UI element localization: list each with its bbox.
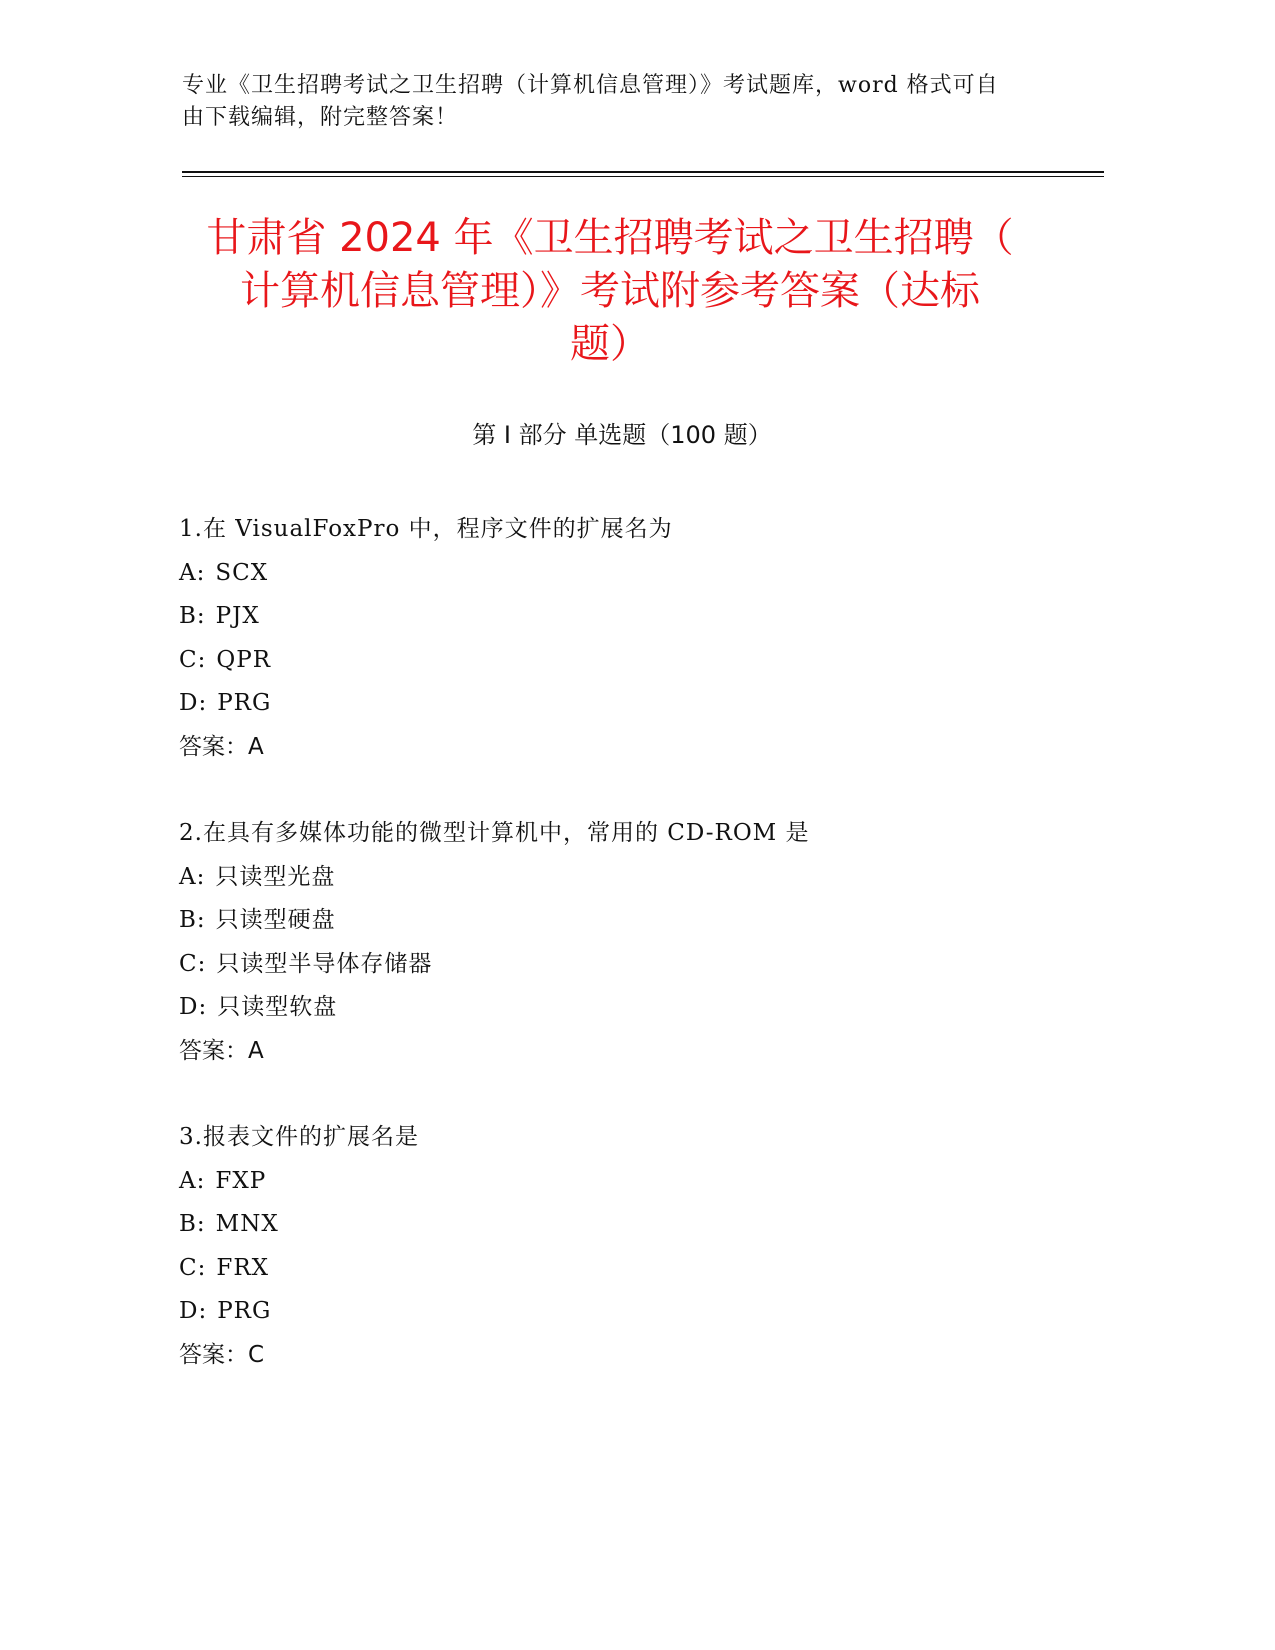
- question-2: [179, 812, 1079, 1073]
- answer-value: C: [248, 1341, 265, 1368]
- option-text: PJX: [215, 603, 260, 629]
- option-text: PRG: [217, 690, 272, 716]
- option-a: [179, 552, 1079, 596]
- option-b: [179, 1203, 1079, 1247]
- answer-value: A: [248, 1037, 264, 1064]
- question-stem: [179, 508, 1079, 552]
- option-letter: B:: [179, 1211, 206, 1237]
- header-note-line-2: 由下载编辑，附完整答案！: [182, 105, 459, 130]
- option-d: [179, 682, 1079, 726]
- question-number: 1.: [179, 516, 203, 542]
- header-rule-thick: [182, 171, 1104, 173]
- option-text: PRG: [217, 1298, 272, 1324]
- option-letter: D:: [179, 1298, 208, 1324]
- document-title-line-2: 计算机信息管理）》考试附参考答案（达标: [240, 268, 980, 314]
- document-title-line-3: 题）: [570, 321, 650, 367]
- option-d: [179, 986, 1079, 1030]
- option-text: 只读型半导体存储器: [216, 950, 433, 977]
- option-b: [179, 595, 1079, 639]
- option-d: [179, 1290, 1079, 1334]
- answer-line: [179, 1334, 1079, 1378]
- answer-label: 答案：: [179, 1037, 248, 1064]
- answer-label: 答案：: [179, 733, 248, 760]
- header-note: [182, 70, 1052, 134]
- option-letter: D:: [179, 994, 208, 1020]
- question-text: 在 VisualFoxPro 中，程序文件的扩展名为: [202, 516, 673, 542]
- document-title: [170, 212, 1050, 371]
- option-b: [179, 899, 1079, 943]
- header-rule-thin: [182, 176, 1104, 177]
- question-number: 2.: [179, 820, 203, 846]
- option-a: [179, 856, 1079, 900]
- option-c: [179, 943, 1079, 987]
- option-c: [179, 1247, 1079, 1291]
- option-text: QPR: [216, 646, 272, 673]
- question-list: [179, 508, 1079, 1377]
- question-number: 3.: [179, 1124, 203, 1150]
- answer-line: [179, 1030, 1079, 1074]
- question-text: 在具有多媒体功能的微型计算机中，常用的 CD-ROM 是: [202, 820, 810, 846]
- question-stem: [179, 812, 1079, 856]
- option-letter: B:: [179, 907, 206, 933]
- option-text: SCX: [215, 559, 269, 586]
- section-heading: 第 I 部分 单选题（100 题）: [472, 421, 772, 449]
- option-text: 只读型软盘: [217, 994, 338, 1020]
- option-c: [179, 639, 1079, 683]
- header-note-line-1: 专业《卫生招聘考试之卫生招聘（计算机信息管理）》考试题库，word 格式可自: [182, 73, 999, 98]
- question-stem: [179, 1116, 1079, 1160]
- answer-value: A: [248, 733, 264, 760]
- question-1: [179, 508, 1079, 769]
- option-letter: C:: [179, 1254, 207, 1281]
- option-letter: A:: [179, 1167, 206, 1194]
- answer-line: [179, 726, 1079, 770]
- option-text: 只读型硬盘: [215, 907, 336, 933]
- option-letter: C:: [179, 646, 207, 673]
- option-letter: A:: [179, 863, 206, 890]
- question-3: [179, 1116, 1079, 1377]
- option-letter: D:: [179, 690, 208, 716]
- option-letter: A:: [179, 559, 206, 586]
- answer-label: 答案：: [179, 1341, 248, 1368]
- option-text: FRX: [216, 1254, 270, 1281]
- option-letter: B:: [179, 603, 206, 629]
- option-text: 只读型光盘: [215, 863, 336, 890]
- option-a: [179, 1160, 1079, 1204]
- option-letter: C:: [179, 950, 207, 977]
- question-text: 报表文件的扩展名是: [202, 1124, 419, 1150]
- document-title-line-1: 甘肃省 2024 年《卫生招聘考试之卫生招聘（: [206, 215, 1014, 261]
- option-text: MNX: [215, 1211, 279, 1237]
- option-text: FXP: [215, 1167, 267, 1194]
